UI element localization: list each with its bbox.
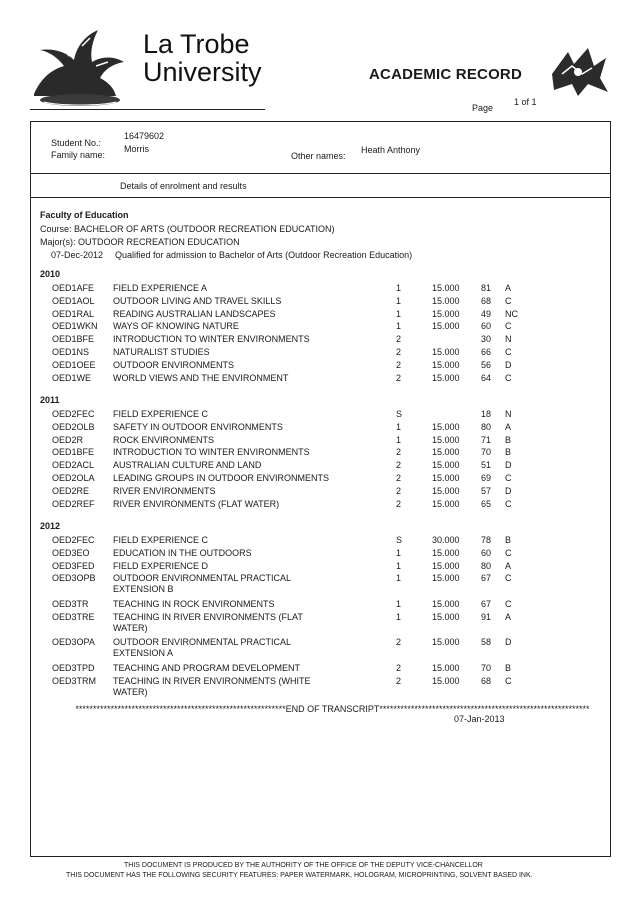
student-block-divider xyxy=(30,173,611,174)
award-text: Qualified for admission to Bachelor of Arts (Outdoor Recreation Education) xyxy=(115,250,413,260)
subject-grade: NC xyxy=(505,308,518,319)
family-name-label: Family name: xyxy=(51,150,106,160)
subject-grade: C xyxy=(505,321,512,332)
subject-mark: 80 xyxy=(481,421,492,432)
subject-title: WAYS OF KNOWING NATURE xyxy=(113,321,239,332)
family-name-value: Morris xyxy=(124,144,149,154)
document-title: ACADEMIC RECORD xyxy=(369,66,522,83)
subject-grade: A xyxy=(505,421,512,432)
university-name-line2: University xyxy=(143,57,262,87)
subject-grade: D xyxy=(505,359,512,370)
footer-security: THIS DOCUMENT HAS THE FOLLOWING SECURITY FEATURES: PAPER WATERMARK, HOLOGRAM, MICROPRINTING, SOLVENT BASED INK. xyxy=(66,872,533,879)
university-name-line1: La Trobe xyxy=(143,29,250,59)
subject-level: 1 xyxy=(396,308,402,319)
subject-code: OED2OLA xyxy=(52,473,95,483)
subject-credit-points: 15.000 xyxy=(432,637,460,648)
subject-row xyxy=(0,535,638,547)
subject-row xyxy=(0,663,638,675)
subject-mark: 60 xyxy=(481,321,492,332)
subject-row xyxy=(0,321,638,333)
subject-mark: 51 xyxy=(481,460,492,471)
subject-credit-points: 15.000 xyxy=(432,663,460,673)
subject-grade: D xyxy=(505,485,512,496)
subject-level: 2 xyxy=(396,372,402,383)
subject-grade: N xyxy=(505,334,512,345)
subject-title: RIVER ENVIRONMENTS (FLAT WATER) xyxy=(113,498,280,509)
subject-mark: 60 xyxy=(481,547,492,558)
university-name xyxy=(143,30,262,86)
subject-level: 1 xyxy=(396,599,402,609)
subject-title: AUSTRALIAN CULTURE AND LAND xyxy=(113,460,262,471)
subject-level: 2 xyxy=(396,485,402,496)
subject-mark: 69 xyxy=(481,473,492,483)
subject-code: OED1WKN xyxy=(52,321,98,332)
subject-row xyxy=(0,447,638,459)
subject-mark: 67 xyxy=(481,573,492,584)
subject-row xyxy=(0,373,638,385)
subject-grade: B xyxy=(505,447,512,458)
subject-title: NATURALIST STUDIES xyxy=(113,347,210,357)
subject-row xyxy=(0,561,638,573)
subject-row xyxy=(0,548,638,560)
subject-code: OED1BFE xyxy=(52,334,95,345)
subject-title: INTRODUCTION TO WINTER ENVIRONMENTS xyxy=(113,447,310,458)
subject-mark: 64 xyxy=(481,372,492,383)
subject-mark: 80 xyxy=(481,560,492,571)
subject-mark: 81 xyxy=(481,283,492,293)
page-number: 1 of 1 xyxy=(514,97,537,107)
award-date: 07-Dec-2012 xyxy=(51,250,104,260)
details-heading: Details of enrolment and results xyxy=(120,181,247,191)
subject-credit-points: 15.000 xyxy=(432,473,460,483)
subject-title: FIELD EXPERIENCE C xyxy=(113,409,209,419)
frame-top-border xyxy=(30,121,611,122)
subject-code: OED2RE xyxy=(52,485,90,496)
subject-mark: 71 xyxy=(481,434,492,445)
subject-mark: 66 xyxy=(481,347,492,357)
subject-code: OED2OLB xyxy=(52,421,95,432)
student-number-value: 16479602 xyxy=(124,131,165,141)
subject-code: OED2REF xyxy=(52,498,95,509)
subject-level: 1 xyxy=(396,611,402,622)
subject-credit-points: 15.000 xyxy=(432,573,460,584)
subject-row xyxy=(0,611,638,633)
subject-title: TEACHING IN ROCK ENVIRONMENTS xyxy=(113,599,275,609)
subject-mark: 65 xyxy=(481,498,492,509)
year-heading: 2011 xyxy=(40,395,60,405)
transcript-date: 07-Jan-2013 xyxy=(454,714,505,724)
subject-level: S xyxy=(396,535,403,545)
subject-title-continued: EXTENSION B xyxy=(113,584,174,595)
subject-code: OED3TRE xyxy=(52,611,95,622)
subject-title: TEACHING AND PROGRAM DEVELOPMENT xyxy=(113,663,301,673)
subject-row xyxy=(0,486,638,498)
other-names-label: Other names: xyxy=(291,151,346,161)
subject-level: 1 xyxy=(396,547,402,558)
university-crest-logo xyxy=(20,22,132,110)
subject-mark: 68 xyxy=(481,675,492,686)
subject-row xyxy=(0,334,638,346)
subject-title: RIVER ENVIRONMENTS xyxy=(113,485,216,496)
subject-level: 2 xyxy=(396,473,402,483)
subject-level: 2 xyxy=(396,637,402,648)
subject-mark: 18 xyxy=(481,409,492,419)
other-names-value: Heath Anthony xyxy=(361,145,421,155)
subject-level: 1 xyxy=(396,560,402,571)
subject-title: OUTDOOR ENVIRONMENTAL PRACTICAL xyxy=(113,573,292,584)
subject-code: OED1AOL xyxy=(52,295,95,306)
subject-title-continued: WATER) xyxy=(113,622,148,633)
subject-mark: 49 xyxy=(481,308,492,319)
details-divider xyxy=(30,197,611,198)
subject-grade: C xyxy=(505,347,512,357)
subject-credit-points: 15.000 xyxy=(432,359,460,370)
subject-credit-points: 15.000 xyxy=(432,611,460,622)
course-name: Course: BACHELOR OF ARTS (OUTDOOR RECREATION EDUCATION) xyxy=(40,224,335,234)
subject-credit-points: 15.000 xyxy=(432,421,460,432)
subject-title: FIELD EXPERIENCE A xyxy=(113,283,208,293)
subject-code: OED1BFE xyxy=(52,447,95,458)
end-of-transcript-marker: ************************************************************END OF TRANSCRIPT************************************************************ xyxy=(75,704,590,714)
subject-grade: D xyxy=(505,460,512,471)
majors: Major(s): OUTDOOR RECREATION EDUCATION xyxy=(40,237,240,247)
subject-row xyxy=(0,422,638,434)
subject-credit-points: 15.000 xyxy=(432,434,460,445)
subject-title: FIELD EXPERIENCE C xyxy=(113,535,209,545)
subject-row xyxy=(0,473,638,485)
subject-code: OED3TR xyxy=(52,599,89,609)
subject-credit-points: 15.000 xyxy=(432,347,460,357)
subject-code: OED1WE xyxy=(52,372,92,383)
subject-level: 2 xyxy=(396,498,402,509)
page-label: Page xyxy=(472,103,494,113)
subject-row xyxy=(0,347,638,359)
subject-row xyxy=(0,283,638,295)
subject-code: OED3OPA xyxy=(52,637,95,648)
subject-title: LEADING GROUPS IN OUTDOOR ENVIRONMENTS xyxy=(113,473,330,483)
subject-grade: A xyxy=(505,560,512,571)
subject-grade: C xyxy=(505,473,512,483)
subject-title: READING AUSTRALIAN LANDSCAPES xyxy=(113,308,276,319)
subject-row xyxy=(0,435,638,447)
subject-level: 1 xyxy=(396,573,402,584)
subject-code: OED3TPD xyxy=(52,663,95,673)
subject-mark: 58 xyxy=(481,637,492,648)
subject-title: TEACHING IN RIVER ENVIRONMENTS (FLAT xyxy=(113,611,303,622)
subject-code: OED1RAL xyxy=(52,308,95,319)
subject-row xyxy=(0,499,638,511)
subject-level: 2 xyxy=(396,447,402,458)
faculty-name: Faculty of Education xyxy=(40,210,129,220)
subject-title: FIELD EXPERIENCE D xyxy=(113,560,209,571)
subject-level: 2 xyxy=(396,675,402,686)
subject-level: 2 xyxy=(396,663,402,673)
subject-grade: C xyxy=(505,573,512,584)
subject-mark: 70 xyxy=(481,447,492,458)
subject-mark: 30 xyxy=(481,334,492,345)
subject-credit-points: 15.000 xyxy=(432,460,460,471)
subject-title-continued: WATER) xyxy=(113,686,148,697)
subject-level: 1 xyxy=(396,321,402,332)
subject-level: S xyxy=(396,409,403,419)
subject-row xyxy=(0,599,638,611)
subject-code: OED1AFE xyxy=(52,283,95,293)
subject-title: EDUCATION IN THE OUTDOORS xyxy=(113,547,252,558)
frame-bottom-border xyxy=(30,856,611,857)
subject-title-continued: EXTENSION A xyxy=(113,648,174,659)
subject-grade: B xyxy=(505,663,512,673)
subject-title: INTRODUCTION TO WINTER ENVIRONMENTS xyxy=(113,334,310,345)
subject-grade: A xyxy=(505,611,512,622)
year-heading: 2012 xyxy=(40,521,61,531)
subject-row xyxy=(0,675,638,697)
subject-credit-points: 15.000 xyxy=(432,547,460,558)
subject-level: 1 xyxy=(396,295,402,306)
subject-grade: C xyxy=(505,372,512,383)
subject-code: OED1OEE xyxy=(52,359,96,370)
footer-authority: THIS DOCUMENT IS PRODUCED BY THE AUTHORITY OF THE OFFICE OF THE DEPUTY VICE-CHANCELLOR xyxy=(124,862,483,869)
subject-grade: C xyxy=(505,599,512,609)
subject-grade: B xyxy=(505,535,512,545)
subject-code: OED2FEC xyxy=(52,409,95,419)
subject-credit-points: 15.000 xyxy=(432,560,460,571)
subject-title: OUTDOOR ENVIRONMENTAL PRACTICAL xyxy=(113,637,292,648)
subject-grade: C xyxy=(505,547,512,558)
subject-level: 1 xyxy=(396,283,402,293)
subject-credit-points: 15.000 xyxy=(432,321,460,332)
subject-title: TEACHING IN RIVER ENVIRONMENTS (WHITE xyxy=(113,675,311,686)
subject-code: OED1NS xyxy=(52,347,90,357)
subject-code: OED2R xyxy=(52,434,84,445)
subject-grade: A xyxy=(505,283,512,293)
subject-level: 2 xyxy=(396,347,402,357)
subject-grade: B xyxy=(505,434,512,445)
subject-mark: 57 xyxy=(481,485,492,496)
subject-level: 1 xyxy=(396,421,402,432)
subject-title: OUTDOOR ENVIRONMENTS xyxy=(113,359,235,370)
subject-level: 2 xyxy=(396,334,402,345)
subject-title: WORLD VIEWS AND THE ENVIRONMENT xyxy=(113,372,289,383)
subject-credit-points: 15.000 xyxy=(432,372,460,383)
subject-credit-points: 15.000 xyxy=(432,485,460,496)
subject-grade: N xyxy=(505,409,512,419)
subject-code: OED2FEC xyxy=(52,535,95,545)
subject-credit-points: 15.000 xyxy=(432,295,460,306)
subject-row xyxy=(0,460,638,472)
subject-mark: 67 xyxy=(481,599,492,609)
subject-credit-points: 15.000 xyxy=(432,675,460,686)
subject-mark: 91 xyxy=(481,611,492,622)
subject-row xyxy=(0,573,638,595)
subject-grade: D xyxy=(505,637,512,648)
subject-row xyxy=(0,409,638,421)
subject-code: OED3OPB xyxy=(52,573,96,584)
student-number-label: Student No.: xyxy=(51,138,102,148)
hologram-emblem-icon xyxy=(548,44,610,98)
subject-grade: C xyxy=(505,295,512,306)
subject-credit-points: 15.000 xyxy=(432,283,460,293)
subject-mark: 70 xyxy=(481,663,492,673)
subject-mark: 68 xyxy=(481,295,492,306)
subject-code: OED3EO xyxy=(52,547,90,558)
subject-credit-points: 15.000 xyxy=(432,447,460,458)
subject-credit-points: 15.000 xyxy=(432,308,460,319)
subject-row xyxy=(0,637,638,659)
subject-code: OED3TRM xyxy=(52,675,97,686)
subject-mark: 56 xyxy=(481,359,492,370)
subject-code: OED2ACL xyxy=(52,460,95,471)
subject-row xyxy=(0,296,638,308)
subject-title: SAFETY IN OUTDOOR ENVIRONMENTS xyxy=(113,421,283,432)
subject-title: ROCK ENVIRONMENTS xyxy=(113,434,215,445)
subject-grade: C xyxy=(505,498,512,509)
subject-level: 2 xyxy=(396,359,402,370)
subject-title: OUTDOOR LIVING AND TRAVEL SKILLS xyxy=(113,295,282,306)
subject-credit-points: 30.000 xyxy=(432,535,460,545)
subject-credit-points: 15.000 xyxy=(432,498,460,509)
subject-mark: 78 xyxy=(481,535,492,545)
subject-grade: C xyxy=(505,675,512,686)
subject-row xyxy=(0,360,638,372)
subject-level: 2 xyxy=(396,460,402,471)
subject-row xyxy=(0,309,638,321)
year-heading: 2010 xyxy=(40,269,61,279)
subject-credit-points: 15.000 xyxy=(432,599,460,609)
subject-level: 1 xyxy=(396,434,402,445)
subject-code: OED3FED xyxy=(52,560,95,571)
header-underline xyxy=(30,109,265,110)
